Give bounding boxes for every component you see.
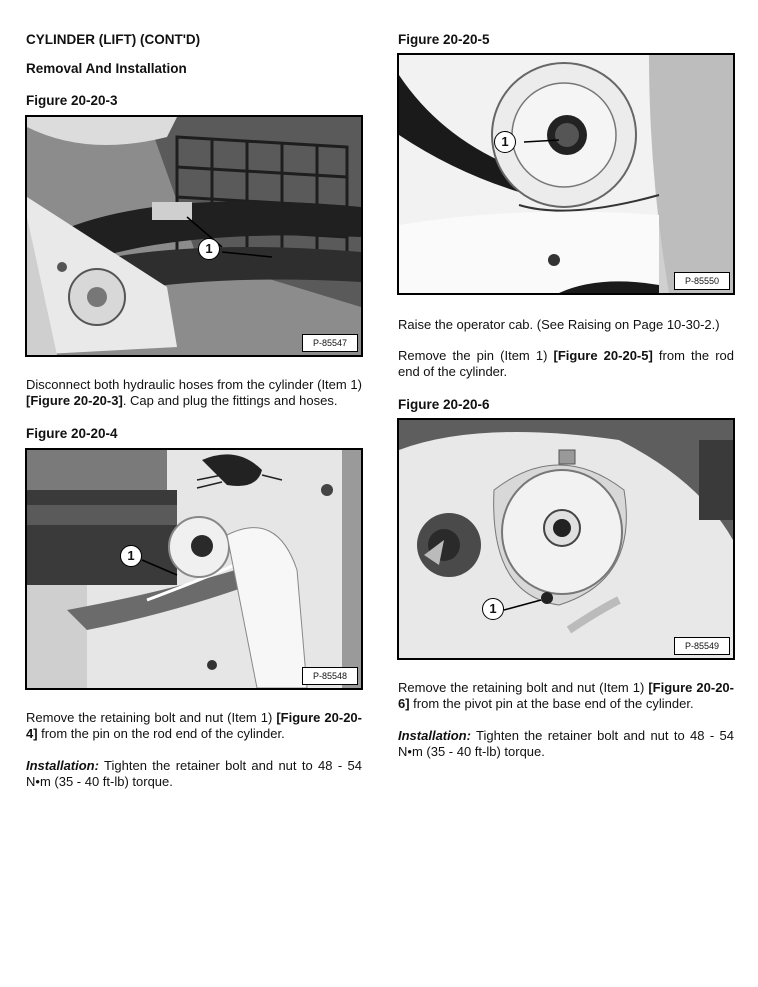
installation-label: Installation: bbox=[26, 758, 99, 773]
paragraph-remove-bolt-base-end: Remove the retaining bolt and nut (Item 1) [Figure 20-20-6] from the pivot pin at the base end of the cylinder. bbox=[398, 680, 734, 711]
subsection-title: Removal And Installation bbox=[26, 61, 187, 76]
callout-item-1: 1 bbox=[198, 238, 220, 260]
figure-20-20-5-title: Figure 20-20-5 bbox=[398, 32, 490, 47]
figure-20-20-3-title: Figure 20-20-3 bbox=[26, 93, 118, 108]
paragraph-remove-pin: Remove the pin (Item 1) [Figure 20-20-5] from the rod end of the cylinder. bbox=[398, 348, 734, 379]
rod-end-pin-removal-illustration bbox=[399, 55, 733, 293]
paragraph-disconnect-hoses: Disconnect both hydraulic hoses from the cylinder (Item 1) [Figure 20-20-3]. Cap and plug the fittings and hoses. bbox=[26, 377, 362, 408]
figure-20-20-4-photo bbox=[25, 448, 363, 690]
figure-20-20-6-photo bbox=[397, 418, 735, 660]
paragraph-installation-torque: Installation: Tighten the retainer bolt and nut to 48 - 54 N•m (35 - 40 ft-lb) torque. bbox=[26, 758, 362, 789]
photo-id-label: P-85548 bbox=[302, 667, 358, 685]
figure-reference: [Figure 20-20-6] bbox=[398, 680, 734, 711]
callout-item-1: 1 bbox=[482, 598, 504, 620]
figure-reference: [Figure 20-20-4] bbox=[26, 710, 362, 741]
paragraph-raise-cab: Raise the operator cab. (See Raising on Page 10-30-2.) bbox=[398, 317, 720, 332]
callout-item-1: 1 bbox=[494, 131, 516, 153]
figure-reference: [Figure 20-20-5] bbox=[553, 348, 653, 363]
photo-id-label: P-85547 bbox=[302, 334, 358, 352]
hydraulic-hoses-illustration bbox=[27, 117, 361, 355]
figure-20-20-3-photo bbox=[25, 115, 363, 357]
base-end-pivot-pin-illustration bbox=[399, 420, 733, 658]
figure-20-20-4-title: Figure 20-20-4 bbox=[26, 426, 118, 441]
section-title: CYLINDER (LIFT) (CONT'D) bbox=[26, 32, 201, 47]
paragraph-remove-bolt-rod-end: Remove the retaining bolt and nut (Item 1) [Figure 20-20-4] from the pin on the rod end of the cylinder. bbox=[26, 710, 362, 741]
installation-label: Installation: bbox=[398, 728, 471, 743]
rod-end-pin-illustration bbox=[27, 450, 361, 688]
photo-id-label: P-85549 bbox=[674, 637, 730, 655]
figure-reference: [Figure 20-20-3] bbox=[26, 393, 123, 408]
figure-20-20-6-title: Figure 20-20-6 bbox=[398, 397, 490, 412]
photo-id-label: P-85550 bbox=[674, 272, 730, 290]
paragraph-installation-torque: Installation: Tighten the retainer bolt and nut to 48 - 54 N•m (35 - 40 ft-lb) torque. bbox=[398, 728, 734, 759]
figure-20-20-5-photo bbox=[397, 53, 735, 295]
callout-item-1: 1 bbox=[120, 545, 142, 567]
